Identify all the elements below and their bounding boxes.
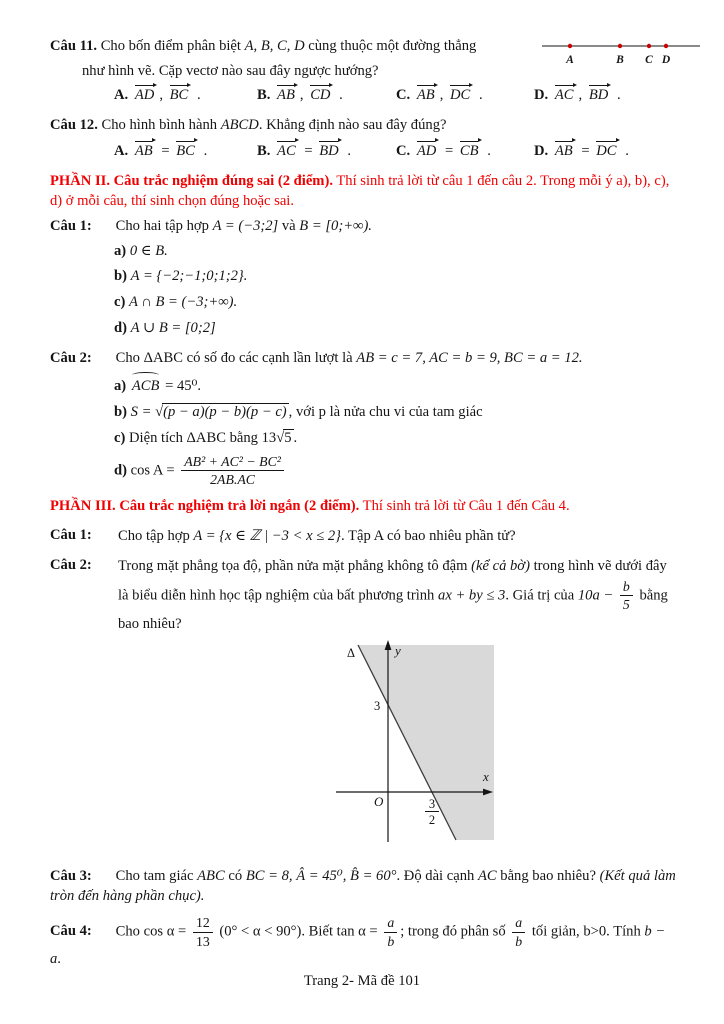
tan-expression: tan α = [336, 923, 378, 940]
inequality-math: ax + by ≤ 3 [438, 587, 506, 604]
p3-q4-text5: . [57, 951, 61, 968]
fraction [512, 915, 525, 949]
item-pre: cos A = [130, 461, 175, 478]
item-post: . [293, 429, 298, 446]
p3-q1-content [118, 525, 676, 548]
vector: AB [554, 140, 576, 159]
p3-q2-italic-note: (kể cả bờ) [471, 558, 530, 575]
number-line-figure [540, 38, 702, 68]
q11-option-c [396, 84, 534, 106]
option-key: A. [114, 142, 129, 159]
separator: , [578, 87, 583, 104]
vector: AD [416, 140, 439, 159]
p2-q2-text: Cho ΔABC có số đo các cạnh lần lượt là [115, 349, 353, 366]
part2-subtitle: Thí sinh trả lời từ câu 1 đến câu 2. Trong mỗi ý a), b), c), d) ở mỗi câu, thí sinh chọn đúng hoặc sai. [50, 172, 670, 210]
angle-range: (0° < α < 90°) [219, 923, 302, 940]
p3-q2-text1: Trong mặt phẳng tọa độ, phần nửa mặt phẳng không tô đậm [118, 558, 468, 575]
option-key: D. [534, 87, 549, 104]
item-math: = 45⁰. [165, 378, 202, 395]
part3-header [50, 496, 676, 517]
item-key: d) [114, 319, 127, 336]
point-c-label: C [645, 54, 653, 66]
vector: BD [318, 140, 341, 159]
question-11-text2: cùng thuộc một đường thẳng [308, 38, 477, 54]
expression-math: 10a − [577, 587, 614, 604]
separator: , [439, 87, 444, 104]
option-key: C. [396, 87, 411, 104]
question-12-options [114, 140, 676, 162]
radical-sign: √ [276, 429, 284, 446]
item-math: A ∪ B = [0;2] [130, 319, 216, 336]
q12-option-b [257, 140, 396, 162]
equals: = [161, 142, 170, 159]
p3-q2-text3: . Giá trị của [505, 587, 575, 604]
page-footer: Trang 2- Mã đề 101 [303, 973, 421, 990]
q11-option-d [534, 84, 621, 106]
radicand: 5 [284, 429, 292, 446]
p2-q1-item-d [114, 318, 676, 339]
p2-q2-item-d [114, 454, 676, 488]
q12-option-c [396, 140, 534, 162]
fraction-numerator: a [384, 915, 397, 932]
vector: AB [416, 84, 438, 103]
question-11-options [114, 84, 676, 106]
p2-q2-item-b [114, 402, 676, 423]
fraction [620, 579, 633, 613]
item-pre: S = [130, 404, 152, 421]
rounding-note: (Kết quả làm tròn đến hàng phần chục). [50, 867, 676, 905]
set-definition: A = {x ∈ ℤ | −3 < x ≤ 2} [193, 528, 342, 545]
question-11-label: Câu 11. [50, 38, 98, 54]
x-intercept-numerator: 3 [428, 797, 436, 811]
p3-q4-text2: . Biết [301, 923, 333, 940]
period: . [487, 142, 491, 159]
q12-option-a [114, 140, 257, 162]
p3-q3-text2: có [228, 867, 243, 884]
question-12-text2: . Khẳng định nào sau đây đúng? [258, 117, 447, 134]
item-key: c) [114, 294, 126, 311]
option-key: B. [257, 142, 271, 159]
sides-math: AB = c = 7, AC = b = 9, BC = a = 12. [356, 349, 583, 366]
p3-q4-text4: tối giản, b>0. Tính [531, 923, 641, 940]
period: . [616, 87, 621, 104]
item-key: b) [114, 404, 127, 421]
angle-hat: ACB [130, 372, 162, 397]
side-ac: AC [477, 867, 497, 884]
fraction-denominator: b [515, 933, 523, 949]
fraction [193, 915, 213, 949]
p3-q2-content [118, 555, 676, 636]
point-a-dot [568, 44, 572, 48]
vector: CD [309, 84, 333, 103]
p3-q4-label: Câu 4: [50, 923, 92, 940]
vector: DC [595, 140, 619, 159]
period: . [347, 142, 352, 159]
p3-q4-text3: ; trong đó phân số [400, 923, 506, 940]
vector: AC [554, 84, 577, 103]
cos-expression: cos α = [143, 923, 187, 940]
set-a: A = (−3;2] [212, 218, 279, 235]
period: . [203, 142, 208, 159]
option-key: D. [534, 142, 549, 159]
p3-question-1 [50, 525, 676, 548]
item-math: 0 ∈ B. [129, 242, 168, 259]
final-expression: b − a [50, 923, 666, 968]
p2-question-1 [50, 216, 676, 237]
origin-label: O [374, 794, 384, 809]
delta-label: Δ [347, 646, 356, 660]
option-key: A. [114, 87, 129, 104]
part2-header [50, 171, 676, 212]
separator: , [299, 87, 304, 104]
question-11-line2: như hình vẽ. Cặp vectơ nào sau đây ngược hướng? [82, 62, 379, 79]
point-c-dot [647, 44, 651, 48]
period: . [478, 87, 483, 104]
item-math: A ∩ B = (−3;+∞). [129, 294, 238, 311]
question-12-label: Câu 12. [50, 117, 98, 134]
p3-q4-text1: Cho [115, 923, 140, 940]
x-axis-label: x [483, 769, 489, 784]
radical-sign: √ [155, 404, 163, 421]
equals: = [444, 142, 454, 159]
y-intercept-label: 3 [374, 699, 381, 713]
p3-q2-label: Câu 2: [50, 557, 92, 574]
option-key: B. [257, 87, 271, 104]
p3-q1-label: Câu 1: [50, 527, 92, 544]
part3-subtitle: Thí sinh trả lời từ Câu 1 đến Câu 4. [362, 498, 570, 515]
square-root [276, 429, 293, 446]
p2-question-2 [50, 348, 676, 369]
point-d-dot [664, 44, 668, 48]
question-11-text1: Cho bốn điểm phân biệt [100, 38, 241, 54]
vector: BD [588, 84, 611, 103]
option-key: C. [396, 142, 411, 159]
fraction-numerator: b [620, 579, 633, 596]
x-intercept-denominator: 2 [428, 813, 436, 827]
p2-q2-item-c [114, 428, 676, 449]
period: . [196, 87, 201, 104]
fraction-numerator: a [512, 915, 525, 932]
p3-q2-text4: bằng bao nhiêu? [118, 587, 668, 632]
p2-q1-item-c [114, 292, 676, 313]
p3-question-2 [50, 555, 676, 636]
item-post: , với p là nửa chu vi của tam giác [288, 404, 483, 421]
equals: = [581, 142, 590, 159]
p3-question-3 [50, 866, 676, 907]
q12-option-d [534, 140, 629, 162]
q11-option-a [114, 84, 257, 106]
p3-q2-text2: trong hình vẽ dưới đây là biểu diễn hình học tập nghiệm của bất phương trình [118, 558, 667, 604]
vector: BC [169, 84, 192, 103]
p3-q1-text2: . Tập A có bao nhiêu phần tử? [341, 528, 516, 545]
item-key: d) [114, 461, 127, 478]
given-values: BC = 8, Â = 45⁰, B̂ = 60° [245, 867, 397, 884]
p3-q3-text1: Cho tam giác [115, 867, 194, 884]
graph-svg [328, 640, 498, 845]
p3-question-4 [50, 915, 676, 970]
p2-q1-label: Câu 1: [50, 218, 92, 235]
point-b-dot [618, 44, 622, 48]
square-root [155, 403, 289, 420]
question-12-line [50, 115, 676, 136]
radicand: (p − a)(p − b)(p − c) [163, 404, 287, 421]
p2-q2-item-a [114, 372, 676, 397]
period: . [625, 142, 629, 159]
shaded-half-plane [358, 645, 494, 840]
vector: AC [276, 140, 299, 159]
item-key: b) [114, 268, 127, 285]
fraction-denominator: 5 [622, 597, 630, 613]
q11-option-b [257, 84, 396, 106]
period: . [339, 87, 343, 104]
and-word: và [281, 218, 296, 235]
vector: AB [276, 84, 298, 103]
question-12-text1: Cho hình bình hành [101, 117, 218, 134]
p2-q2-label: Câu 2: [50, 349, 92, 366]
p2-q1-item-b [114, 266, 676, 287]
question-12-name: ABCD [220, 117, 259, 134]
equals: = [304, 142, 313, 159]
part3-title: PHẦN III. Câu trắc nghiệm trả lời ngắn (2 điểm). [50, 498, 360, 515]
item-math: A = {−2;−1;0;1;2}. [130, 268, 248, 285]
part2-title: PHẦN II. Câu trắc nghiệm đúng sai (2 điểm). [50, 172, 333, 189]
vector: AB [134, 140, 156, 159]
vector: CB [459, 140, 482, 159]
fraction [384, 915, 397, 949]
point-b-label: B [616, 54, 624, 66]
fraction-numerator: 12 [193, 915, 213, 932]
item-pre: Diện tích ΔABC bằng 13 [129, 429, 277, 446]
fraction-numerator: AB² + AC² − BC² [181, 454, 284, 471]
fraction-denominator: 13 [195, 933, 210, 949]
p2-q1-text: Cho hai tập hợp [115, 218, 209, 235]
y-axis-label: y [395, 643, 401, 658]
triangle-name: ABC [197, 867, 225, 884]
p3-q1-text1: Cho tập hợp [118, 528, 190, 545]
vector: BC [175, 140, 198, 159]
separator: , [159, 87, 163, 104]
item-key: a) [114, 242, 127, 259]
p3-q3-text4: bằng bao nhiêu? [500, 867, 596, 884]
p3-q3-label: Câu 3: [50, 867, 92, 884]
fraction-denominator: b [387, 933, 395, 949]
coordinate-plane-figure [328, 640, 676, 852]
set-b: B = [0;+∞). [299, 218, 372, 235]
vector: AD [134, 84, 157, 103]
fraction [181, 454, 284, 488]
point-a-label: A [566, 54, 574, 66]
p2-q1-item-a [114, 241, 676, 262]
question-11-points: A, B, C, D [244, 38, 305, 54]
item-key: c) [114, 429, 126, 446]
vector: DC [449, 84, 473, 103]
point-d-label: D [661, 54, 671, 66]
fraction-denominator: 2AB.AC [210, 471, 255, 487]
item-key: a) [114, 378, 127, 395]
p3-q3-text3: . Độ dài cạnh [396, 867, 475, 884]
